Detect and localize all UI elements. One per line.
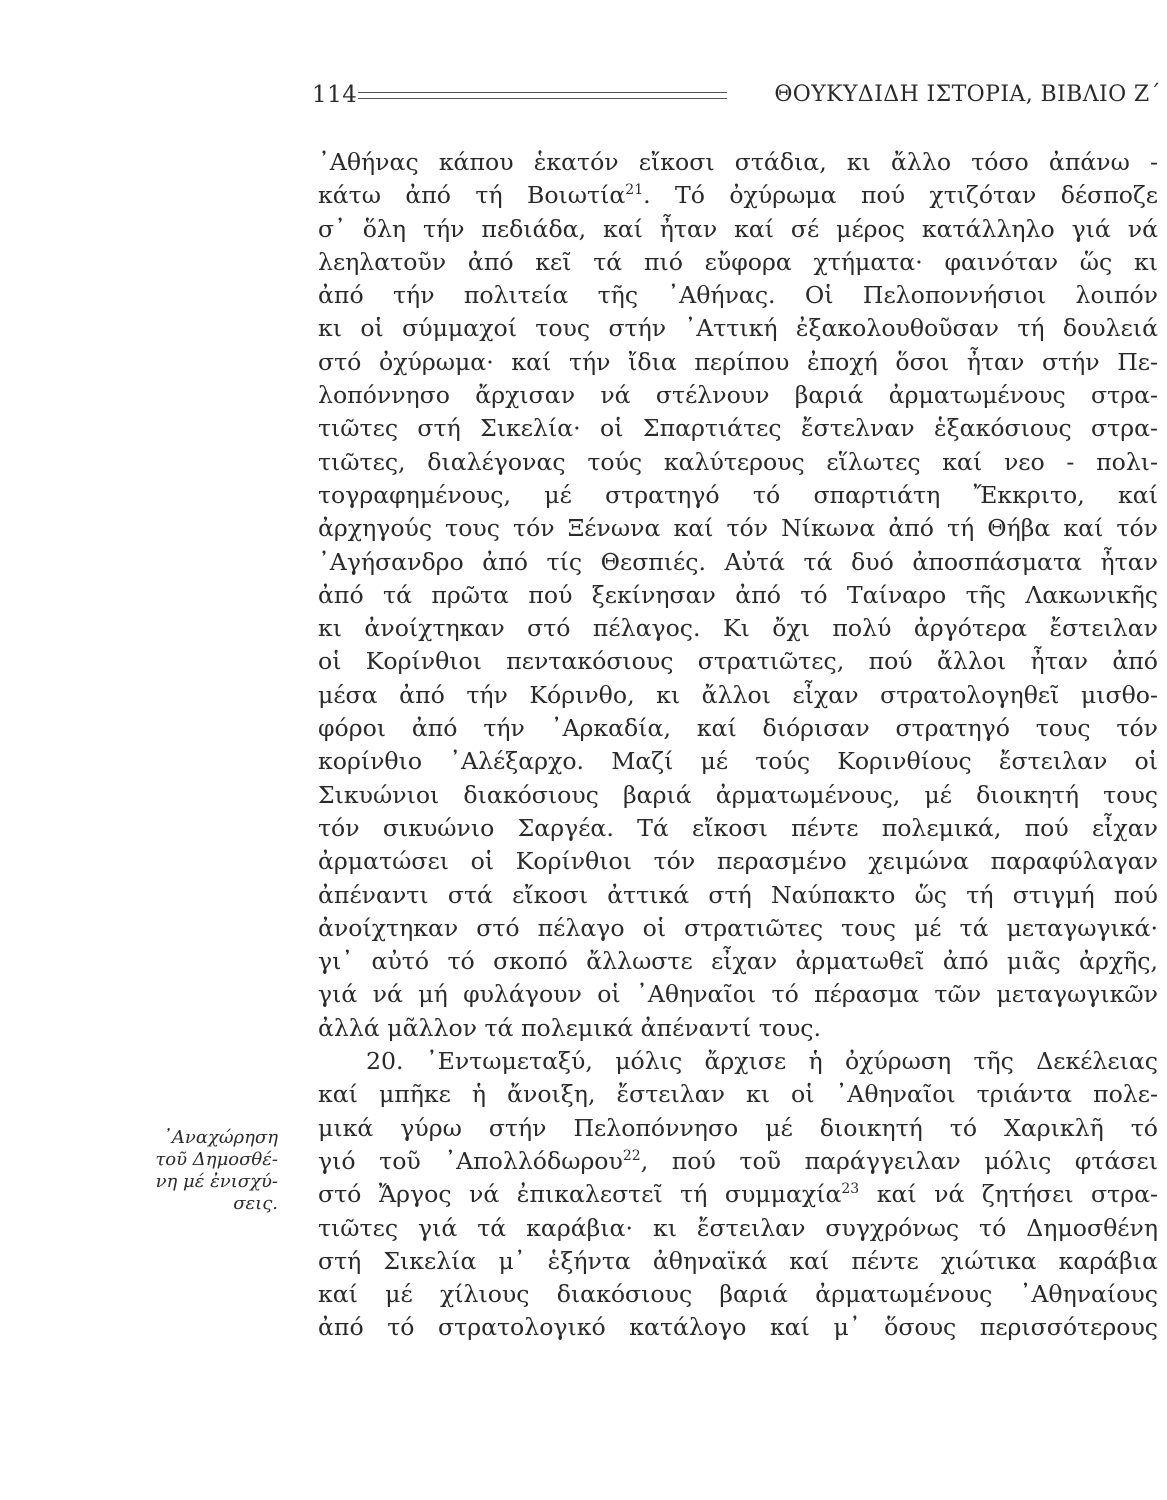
text-line: ἀπό τήν πολιτεία τῆς ᾿Αθήνας. Οἱ Πελοποννήσιοι λοιπόν [318,281,1158,310]
chapter-start-line: 20. ᾿Εντωμεταξύ, μόλις ἄρχισε ἡ ὀχύρωση τῆς Δεκέλειας [366,1047,1158,1076]
text-line: ἀπό τά πρῶτα πού ξεκίνησαν ἀπό τό Ταίναρο τῆς Λακωνικῆς [318,580,1158,609]
footnote-ref: 22 [622,1147,641,1164]
text-line: γιά νά μή φυλάγουν οἱ ᾿Αθηναῖοι τό πέρασμα τῶν μεταγωγικῶν [318,980,1158,1009]
body-text [318,146,1158,1345]
margin-note-line: τοῦ Δημοσθέ- [155,1149,278,1170]
text-line: τιῶτες γιά τά καράβια· κι ἔστειλαν συγχρόνως τό Δημοσθένη [318,1213,1158,1242]
running-head: ΘΟΥΚΥΔΙΔΗ ΙΣΤΟΡΙΑ, ΒΙΒΛΙΟ Ζ΄ [774,82,1161,107]
footnote-ref: 21 [625,182,644,199]
text-line: τόν σικυώνιο Σαργέα. Τά εἴκοσι πέντε πολεμικά, πού εἶχαν [318,813,1158,842]
text-line: καί μέ χίλιους διακόσιους βαριά ἀρματωμένους ᾿Αθηναίους [318,1280,1158,1309]
text-line: στό Ἄργος νά ἐπικαλεστεῖ τή συμμαχία$^{23}$ καί νά ζητήσει στρα- [318,1180,1158,1209]
text-line: γιό τοῦ ᾿Απολλόδωρου$^{22}$, πού τοῦ παράγγειλαν μόλις φτάσει [318,1146,1158,1175]
page-number: 114 [312,82,358,108]
text-line: ἀπό τό στρατολογικό κατάλογο καί μ᾿ ὅσους περισσότερους [318,1313,1158,1342]
text-line: γι᾿ αὐτό τό σκοπό ἄλλωστε εἶχαν ἀρματωθεῖ ἀπό μιᾶς ἀρχῆς, [318,947,1158,976]
text-line: κάτω ἀπό τή Βοιωτία$^{21}$. Τό ὀχύρωμα πού χτιζόταν δέσποζε [318,181,1159,210]
text-line: ἀρχηγούς τους τόν Ξένωνα καί τόν Νίκωνα ἀπό τή Θήβα καί τόν [318,514,1158,543]
text-line: ἀνοίχτηκαν στό πέλαγο οἱ στρατιῶτες τους μέ τά μεταγωγικά· [318,913,1158,942]
margin-note-line: ᾿Αναχώρηση [162,1127,278,1148]
text-line: καί μπῆκε ἡ ἄνοιξη, ἔστειλαν κι οἱ ᾿Αθηναῖοι τριάντα πολε- [318,1080,1158,1109]
text-line: κι ἀνοίχτηκαν στό πέλαγος. Κι ὄχι πολύ ἀργότερα ἔστειλαν [318,614,1158,643]
text-line: ἀρματώσει οἱ Κορίνθιοι τόν περασμένο χειμώνα παραφύλαγαν [318,847,1158,876]
text-line: κι οἱ σύμμαχοί τους στήν ᾿Αττική ἐξακολουθοῦσαν τή δουλειά [318,314,1158,343]
text-line: τογραφημένους, μέ στρατηγό τό σπαρτιάτη Ἔκκριτο, καί [318,480,1158,509]
margin-note-line: νη μέ ἐνισχύ- [155,1171,278,1192]
text-line: κορίνθιο ᾿Αλέξαρχο. Μαζί μέ τούς Κορινθίους ἔστειλαν οἱ [318,747,1158,776]
header-double-rule [358,92,727,99]
text-line: στό ὀχύρωμα· καί τήν ἴδια περίπου ἐποχή ὅσοι ἦταν στήν Πε- [318,347,1158,376]
margin-note-line: σεις. [233,1193,278,1214]
text-line: ἀπέναντι στά εἴκοσι ἀττικά στή Ναύπακτο ὥς τή στιγμή πού [318,880,1158,909]
text-line: στή Σικελία μ᾿ ἑξήντα ἀθηναϊκά καί πέντε χιώτικα καράβια [318,1246,1158,1275]
text-line: φόροι ἀπό τήν ᾿Αρκαδία, καί διόρισαν στρατηγό τους τόν [318,714,1158,743]
text-line: ᾿Αγήσανδρο ἀπό τίς Θεσπιές. Αὐτά τά δυό ἀποσπάσματα ἦταν [318,547,1158,576]
text-line: μέσα ἀπό τήν Κόρινθο, κι ἄλλοι εἶχαν στρατολογηθεῖ μισθο- [318,680,1158,709]
text-line: λοπόννησο ἄρχισαν νά στέλνουν βαριά ἀρματωμένους στρα- [318,381,1158,410]
text-line: Σικυώνιοι διακόσιους βαριά ἀρματωμένους, μέ διοικητή τους [318,780,1158,809]
footnote-ref: 23 [841,1181,860,1198]
text-line: τιῶτες στή Σικελία· οἱ Σπαρτιάτες ἔστελναν ἑξακόσιους στρα- [318,414,1158,443]
text-line: λεηλατοῦν ἀπό κεῖ τά πιό εὔφορα χτήματα· φαινόταν ὥς κι [318,247,1158,276]
margin-note [128,1127,278,1215]
text-line: ᾿Αθήνας κάπου ἑκατόν εἴκοσι στάδια, κι ἄλλο τόσο ἀπάνω - [318,148,1158,176]
text-line: ἀλλά μᾶλλον τά πολεμικά ἀπέναντί τους. [318,1013,822,1042]
text-line: σ᾿ ὅλη τήν πεδιάδα, καί ἦταν καί σέ μέρος κατάλληλο γιά νά [318,214,1158,243]
text-line: τιῶτες, διαλέγονας τούς καλύτερους εἵλωτες καί νεο - πολι- [318,447,1158,476]
text-line: μικά γύρω στήν Πελοπόννησο μέ διοικητή τό Χαρικλῆ τό [318,1113,1158,1142]
text-line: οἱ Κορίνθιοι πεντακόσιους στρατιῶτες, πού ἄλλοι ἦταν ἀπό [318,647,1158,676]
